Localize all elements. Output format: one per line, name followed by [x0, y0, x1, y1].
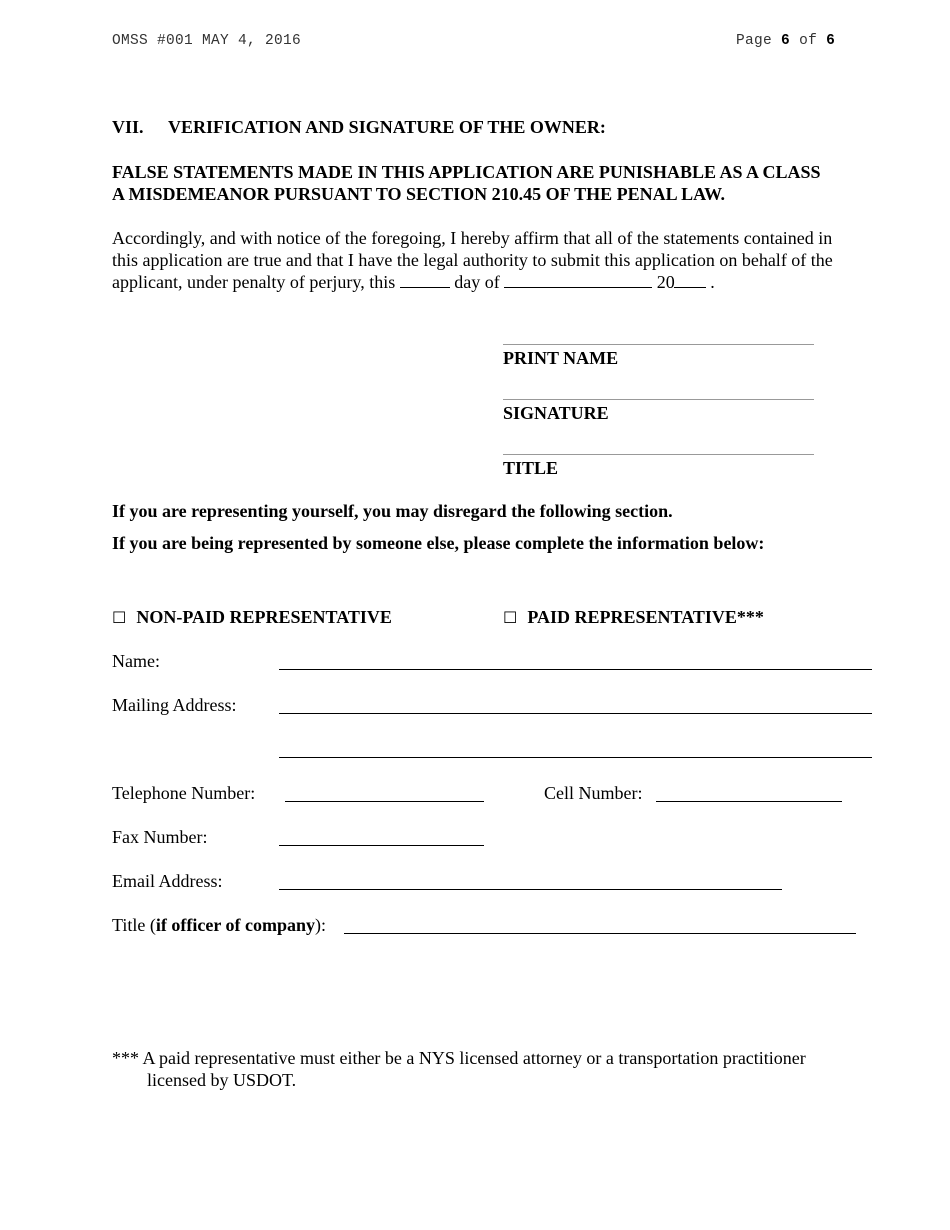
form-id: OMSS #001 MAY 4, 2016	[112, 33, 302, 49]
telephone-label: Telephone Number:	[112, 783, 256, 803]
officer-title-label	[112, 915, 326, 936]
print-name-label: PRINT NAME	[503, 348, 619, 368]
footnote-line2: licensed by USDOT.	[147, 1070, 297, 1090]
month-blank[interactable]	[504, 273, 652, 288]
affirmation-line3-text: applicant, under penalty of perjury, this	[112, 272, 396, 292]
year-prefix: 20	[656, 272, 675, 292]
affirmation-line3	[112, 271, 860, 293]
section-title: VERIFICATION AND SIGNATURE OF THE OWNER:	[168, 117, 606, 137]
footnote	[112, 1047, 872, 1091]
affirmation-line1: Accordingly, and with notice of the foregoing, I hereby affirm that all of the statements contained in	[112, 228, 833, 248]
fax-label: Fax Number:	[112, 827, 208, 847]
page-total: 6	[826, 33, 836, 49]
mailing-address-input-line2[interactable]	[279, 739, 872, 758]
page-indicator	[736, 33, 835, 49]
title-label: TITLE	[503, 458, 559, 478]
cell-input[interactable]	[656, 783, 842, 802]
fax-input[interactable]	[279, 827, 484, 846]
non-paid-checkbox[interactable]: ☐	[112, 608, 127, 627]
signature-label: SIGNATURE	[503, 403, 609, 423]
affirmation-paragraph	[112, 227, 860, 293]
footnote-line1: *** A paid representative must either be a NYS licensed attorney or a transportation practitioner	[112, 1048, 806, 1068]
self-representation-note: If you are representing yourself, you may disregard the following section.	[112, 501, 673, 521]
print-name-input[interactable]	[503, 326, 814, 345]
day-blank[interactable]	[400, 273, 450, 288]
penalty-warning-line2: A MISDEMEANOR PURSUANT TO SECTION 210.45 OF THE PENAL LAW.	[112, 184, 725, 204]
affirmation-line2: this application are true and that I have the legal authority to submit this application on behalf of the	[112, 250, 833, 270]
page-current: 6	[781, 33, 791, 49]
name-input[interactable]	[279, 651, 872, 670]
day-of-text: day of	[454, 272, 500, 292]
penalty-warning	[112, 161, 860, 205]
representation-instructions: If you are being represented by someone else, please complete the information below:	[112, 533, 765, 553]
paid-label: PAID REPRESENTATIVE***	[527, 607, 764, 627]
non-paid-label: NON-PAID REPRESENTATIVE	[136, 607, 392, 627]
year-blank[interactable]	[674, 273, 706, 288]
name-label: Name:	[112, 651, 160, 671]
title-signature-input[interactable]	[503, 436, 814, 455]
mailing-address-input-line1[interactable]	[279, 695, 872, 714]
paid-representative-option[interactable]	[503, 607, 764, 628]
non-paid-representative-option[interactable]	[112, 607, 392, 628]
telephone-input[interactable]	[285, 783, 484, 802]
email-input[interactable]	[279, 871, 782, 890]
officer-title-prefix: Title (	[112, 915, 156, 935]
page-of: of	[799, 33, 818, 49]
signature-input[interactable]	[503, 381, 814, 400]
email-label: Email Address:	[112, 871, 223, 891]
cell-label: Cell Number:	[544, 783, 643, 803]
penalty-warning-line1: FALSE STATEMENTS MADE IN THIS APPLICATION ARE PUNISHABLE AS A CLASS	[112, 162, 821, 182]
paid-checkbox[interactable]: ☐	[503, 608, 518, 627]
officer-title-input[interactable]	[344, 915, 856, 934]
officer-title-suffix: ):	[315, 915, 326, 935]
page-prefix: Page	[736, 33, 773, 49]
mailing-address-label: Mailing Address:	[112, 695, 237, 715]
affirmation-end: .	[710, 272, 715, 292]
section-number: VII.	[112, 117, 144, 137]
officer-title-bold: if officer of company	[155, 915, 315, 935]
